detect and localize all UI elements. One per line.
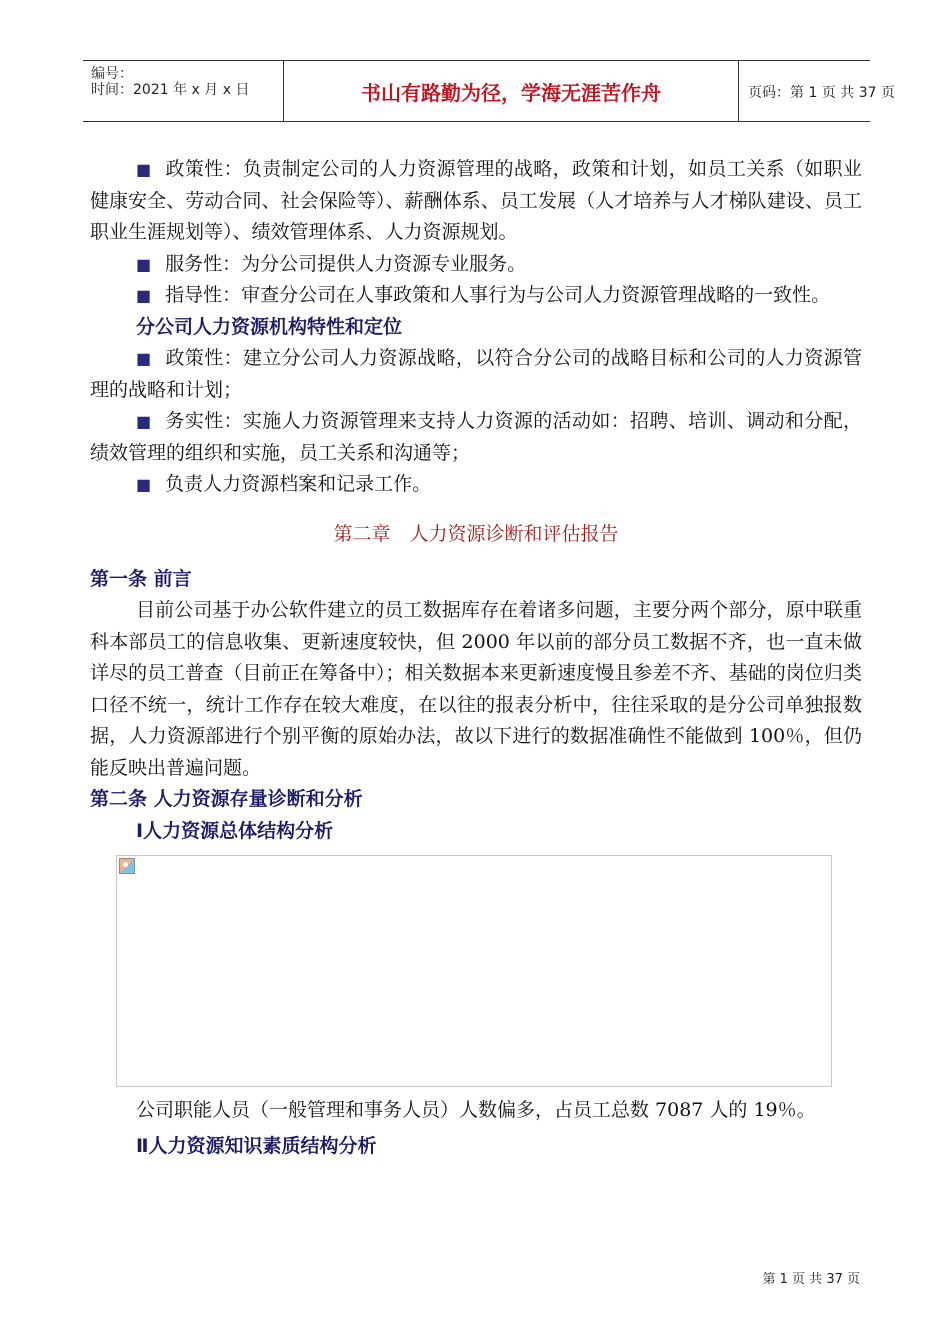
paragraph-text: 负责人力资源档案和记录工作。 xyxy=(165,473,432,495)
square-bullet-icon: ■ xyxy=(136,349,152,368)
bullet-paragraph xyxy=(90,406,862,469)
header-motto-cell xyxy=(283,61,739,121)
paragraph-text: 指导性：审查分公司在人事政策和人事行为与公司人力资源管理战略的一致性。 xyxy=(165,284,831,306)
bullet-paragraph xyxy=(90,154,862,249)
subsection-heading: Ⅱ人力资源知识素质结构分析 xyxy=(136,1134,377,1157)
header-page-cell xyxy=(738,61,895,121)
square-bullet-icon: ■ xyxy=(136,475,152,494)
bullet-paragraph xyxy=(90,469,862,501)
subsection-heading: Ⅰ人力资源总体结构分析 xyxy=(136,819,334,842)
article-body: 公司职能人员（一般管理和事务人员）人数偏多，占员工总数 7087 人的 19％。 xyxy=(136,1099,816,1121)
bullet-paragraph xyxy=(90,280,862,312)
image-placeholder xyxy=(116,855,832,1087)
paragraph-text: 政策性：负责制定公司的人力资源管理的战略，政策和计划，如员工关系（如职业健康安全、劳动合同、社会保险等）、薪酬体系、员工发展（人才培养与人才梯队建设、员工职业生涯规划等）、绩效管理体系、人力资源规划。 xyxy=(90,158,862,243)
bullet-paragraph xyxy=(90,343,862,406)
paragraph-text: 务实性：实施人力资源管理来支持人力资源的活动如：招聘、培训、调动和分配，绩效管理的组织和实施，员工关系和沟通等； xyxy=(90,410,862,464)
square-bullet-icon: ■ xyxy=(136,412,152,431)
document-date: 时间：2021 年 x 月 x 日 xyxy=(91,82,250,98)
article-heading: 第二条 人力资源存量诊断和分析 xyxy=(90,788,363,810)
section-heading: 分公司人力资源机构特性和定位 xyxy=(136,315,403,338)
header-motto: 书山有路勤为径，学海无涯苦作舟 xyxy=(361,81,661,105)
paragraph-text: 政策性：建立分公司人力资源战略，以符合分公司的战略目标和公司的人力资源管理的战略和计划； xyxy=(90,347,862,401)
header-meta xyxy=(83,61,283,121)
page-header xyxy=(83,60,895,122)
article-heading: 第一条 前言 xyxy=(90,567,192,590)
chapter-title: 第二章 人力资源诊断和评估报告 xyxy=(333,522,619,545)
square-bullet-icon: ■ xyxy=(136,286,152,305)
header-page-info: 页码：第 1 页 共 37 页 xyxy=(748,85,895,101)
bullet-paragraph xyxy=(90,249,862,281)
broken-image-icon xyxy=(119,858,135,874)
article-body: 目前公司基于办公软件建立的员工数据库存在着诸多问题，主要分两个部分，原中联重科本部员工的信息收集、更新速度较快，但 2000 年以前的部分员工数据不齐，也一直未做详尽的员工普查（目前正在筹备中）；相关数据本来更新速度慢且参差不齐、基础的岗位归类口径不统一，统计工作存在较大难度，在以往的报表分析中，往往采取的是分公司单独报数据，人力资源部进行个别平衡的原始办法，故以下进行的数据准确性不能做到 100％，但仍能反映出普遍问题。 xyxy=(90,599,862,779)
square-bullet-icon: ■ xyxy=(136,160,152,179)
document-number: 编号： xyxy=(91,66,133,82)
document-body xyxy=(90,154,862,1162)
paragraph-text: 服务性：为分公司提供人力资源专业服务。 xyxy=(165,252,527,275)
square-bullet-icon: ■ xyxy=(136,254,152,274)
page-footer: 第 1 页 共 37 页 xyxy=(762,1272,860,1287)
